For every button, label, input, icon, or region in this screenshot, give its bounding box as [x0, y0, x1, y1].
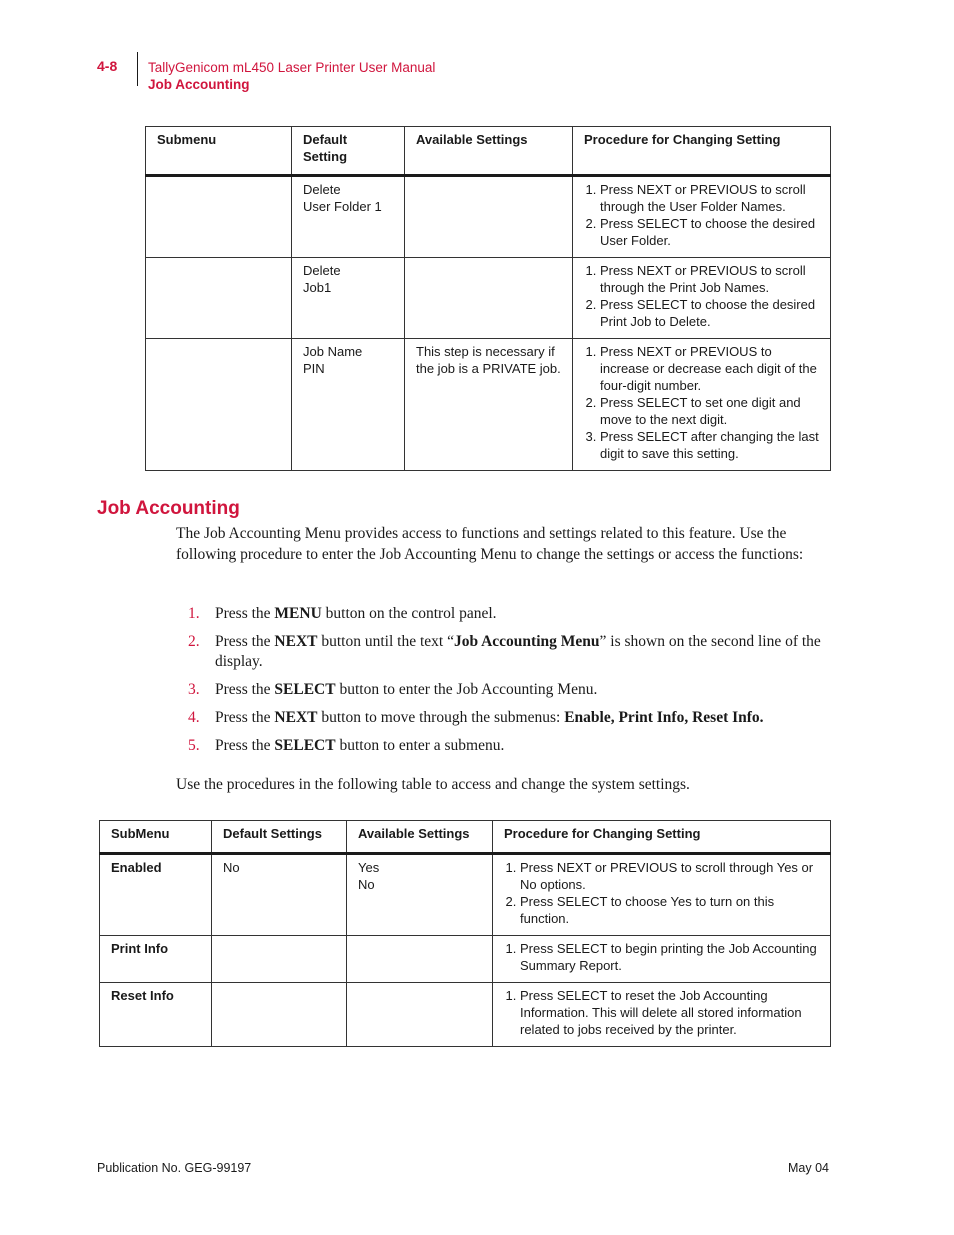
submenu-names: Enable, Print Info, Reset Info. — [564, 708, 764, 726]
step-text: button to move through the submenus: — [317, 708, 565, 726]
step-text: button until the text “ — [317, 633, 454, 650]
available-settings-cell: This step is necessary if the job is a PRIVATE job. — [405, 339, 573, 471]
procedure-step: 2. Press SELECT to choose Yes to turn on this function. — [520, 893, 820, 927]
step-number: 1. — [188, 605, 200, 622]
step-text: Press the — [215, 708, 275, 726]
button-name: SELECT — [274, 680, 336, 698]
default-setting-cell: Delete Job1 — [292, 258, 405, 339]
available-settings-cell — [405, 176, 573, 258]
column-header: SubMenu — [100, 821, 212, 854]
column-header: Submenu — [146, 127, 292, 176]
procedure-cell — [573, 176, 831, 258]
available-settings-cell: Yes No — [347, 854, 493, 936]
procedure-step: 1. Press NEXT or PREVIOUS to scroll through the User Folder Names. — [600, 181, 820, 215]
list-item — [176, 632, 830, 671]
intro-paragraph: The Job Accounting Menu provides access to functions and settings related to this feature. Use the following procedure to enter the Job Accounting Menu to change the settings or access the functions: — [176, 525, 804, 563]
default-setting-cell — [212, 936, 347, 983]
manual-title: TallyGenicom mL450 Laser Printer User Manual — [148, 60, 436, 75]
procedure-step: 2. Press SELECT to choose the desired Print Job to Delete. — [600, 296, 820, 330]
procedure-steps — [584, 262, 820, 330]
procedure-step: 1. Press NEXT or PREVIOUS to increase or decrease each digit of the four-digit number. — [600, 343, 820, 394]
button-name: NEXT — [274, 708, 318, 726]
procedure-steps — [584, 343, 820, 462]
step-text: button on the control panel. — [321, 605, 497, 622]
button-name: SELECT — [274, 736, 336, 754]
step-number: 3. — [188, 680, 200, 698]
procedure-cell — [493, 854, 831, 936]
default-setting-cell: Job Name PIN — [292, 339, 405, 471]
available-settings-cell — [347, 936, 493, 983]
column-header: Available Settings — [347, 821, 493, 854]
step-text: Press the — [215, 633, 275, 650]
procedure-step: 1. Press NEXT or PREVIOUS to scroll through Yes or No options. — [520, 859, 820, 893]
procedure-step: 2. Press SELECT to choose the desired User Folder. — [600, 215, 820, 249]
settings-table-1 — [145, 126, 831, 471]
job-accounting-table — [99, 820, 831, 1047]
submenu-cell: Enabled — [100, 854, 212, 936]
step-text: ” is shown on the second line of the display. — [215, 633, 821, 670]
column-header: Default Setting — [292, 127, 405, 176]
step-number: 2. — [188, 633, 200, 650]
submenu-cell: Reset Info — [100, 983, 212, 1047]
procedure-cell — [493, 936, 831, 983]
step-text: button to enter a submenu. — [335, 736, 505, 754]
submenu-cell: Print Info — [100, 936, 212, 983]
list-item — [176, 736, 830, 756]
procedure-step: 3. Press SELECT after changing the last digit to save this setting. — [600, 428, 820, 462]
outro-paragraph: Use the procedures in the following table to access and change the system settings. — [176, 776, 690, 793]
header-section-name: Job Accounting — [148, 77, 250, 92]
running-header — [148, 59, 435, 93]
table-row — [100, 936, 831, 983]
table-row — [146, 176, 831, 258]
section-heading: Job Accounting — [97, 498, 240, 519]
procedure-steps — [584, 181, 820, 249]
step-text: Press the — [215, 605, 275, 622]
step-text: Press the — [215, 680, 275, 698]
step-number: 4. — [188, 708, 200, 726]
available-settings-cell — [347, 983, 493, 1047]
procedure-steps — [504, 859, 820, 927]
column-header: Procedure for Changing Setting — [573, 127, 831, 176]
button-name: MENU — [274, 605, 322, 622]
column-header: Available Settings — [405, 127, 573, 176]
procedure-cell — [573, 258, 831, 339]
procedure-cell — [573, 339, 831, 471]
default-setting-cell: No — [212, 854, 347, 936]
publication-number: Publication No. GEG-99197 — [97, 1161, 252, 1175]
table-row — [100, 854, 831, 936]
list-item — [176, 680, 830, 700]
step-number: 5. — [188, 736, 200, 754]
column-header: Procedure for Changing Setting — [493, 821, 831, 854]
step-text: button to enter the Job Accounting Menu. — [335, 680, 598, 698]
header-divider — [137, 52, 138, 86]
column-header: Default Settings — [212, 821, 347, 854]
default-setting-cell: Delete User Folder 1 — [292, 176, 405, 258]
publication-date: May 04 — [788, 1161, 829, 1175]
procedure-step: 1. Press NEXT or PREVIOUS to scroll through the Print Job Names. — [600, 262, 820, 296]
procedure-step: 1. Press SELECT to reset the Job Accounting Information. This will delete all stored information related to jobs received by the printer. — [520, 987, 820, 1038]
default-setting-cell — [212, 983, 347, 1047]
table-row — [146, 339, 831, 471]
procedure-step: 1. Press SELECT to begin printing the Job Accounting Summary Report. — [520, 940, 820, 974]
procedure-list — [176, 604, 830, 764]
procedure-cell — [493, 983, 831, 1047]
procedure-steps — [504, 987, 820, 1038]
table-row — [146, 258, 831, 339]
submenu-cell — [146, 176, 292, 258]
table-header-row — [146, 127, 831, 176]
table-header-row — [100, 821, 831, 854]
table-row — [100, 983, 831, 1047]
button-name: NEXT — [274, 633, 318, 650]
menu-name: Job Accounting Menu — [453, 633, 600, 650]
page-number: 4-8 — [97, 58, 118, 74]
list-item — [176, 708, 830, 728]
step-text: Press the — [215, 736, 275, 754]
submenu-cell — [146, 258, 292, 339]
list-item — [176, 604, 830, 624]
submenu-cell — [146, 339, 292, 471]
available-settings-cell — [405, 258, 573, 339]
procedure-steps — [504, 940, 820, 974]
procedure-step: 2. Press SELECT to set one digit and move to the next digit. — [600, 394, 820, 428]
